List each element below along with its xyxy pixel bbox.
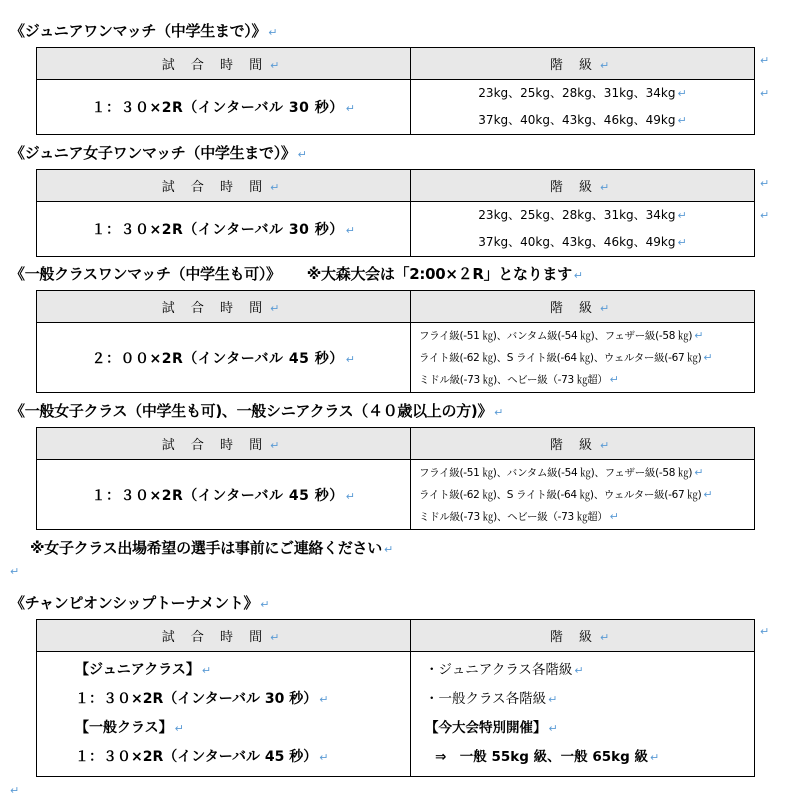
women-senior-table (36, 427, 755, 530)
header-time: 試 合 時 間 ↵ (37, 170, 411, 202)
section-title-junior: 《ジュニアワンマッチ（中学生まで）》 ↵ (10, 22, 278, 40)
weight-class-line: 23kg、25kg、28kg、31kg、34kg ↵ (478, 86, 687, 100)
paragraph-mark: ↵ (760, 87, 770, 100)
header-time: 試 合 時 間 ↵ (37, 620, 411, 652)
tournament-classes (411, 652, 755, 777)
match-time: １：３０×2R（インターバル 45 秒） ↵ (37, 460, 411, 530)
match-time: ２：００×2R（インターバル 45 秒） ↵ (37, 323, 411, 393)
junior-table (36, 47, 755, 135)
weight-class-line: ライト級(-62 ㎏)、S ライト級(-64 ㎏)、ウェルター級(-67 ㎏) ↵ (419, 350, 713, 364)
junior-classes-item: ・ジュニアクラス各階級 ↵ (425, 662, 584, 678)
match-time: １：３０×2R（インターバル 30 秒） ↵ (37, 202, 411, 257)
weight-class-line: ミドル級(-73 ㎏)、ヘビー級（-73 ㎏超） ↵ (419, 372, 619, 386)
weight-class-line: 23kg、25kg、28kg、31kg、34kg ↵ (478, 208, 687, 222)
omori-note: ※大森大会は「2:00×２R」となります (306, 265, 572, 283)
header-class: 階 級 ↵ (411, 170, 755, 202)
paragraph-mark: ↵ (760, 177, 770, 190)
special-event-classes: ⇒ 一般 55kg 級、一般 65kg 級 ↵ (435, 749, 660, 765)
header-class: 階 級 ↵ (411, 291, 755, 323)
header-class: 階 級 ↵ (411, 620, 755, 652)
special-event-label: 【今大会特別開催】 ↵ (425, 720, 558, 736)
header-time: 試 合 時 間 ↵ (37, 428, 411, 460)
match-time: １：３０×2R（インターバル 30 秒） ↵ (37, 80, 411, 135)
paragraph-mark: ↵ (760, 625, 770, 638)
weight-class-line: 37kg、40kg、43kg、46kg、49kg ↵ (478, 235, 687, 249)
paragraph-mark: ↵ (10, 784, 20, 797)
weight-classes (411, 460, 755, 530)
section-title-junior-women: 《ジュニア女子ワンマッチ（中学生まで）》 ↵ (10, 144, 307, 162)
header-class: 階 級 ↵ (411, 48, 755, 80)
weight-class-line: フライ級(-51 ㎏)、バンタム級(-54 ㎏)、フェザー級(-58 ㎏) ↵ (419, 328, 704, 342)
general-class-label: 【一般クラス】 ↵ (75, 720, 184, 736)
weight-classes (411, 202, 755, 257)
general-table (36, 290, 755, 393)
junior-women-table (36, 169, 755, 257)
tournament-times (37, 652, 411, 777)
weight-class-line: ライト級(-62 ㎏)、S ライト級(-64 ㎏)、ウェルター級(-67 ㎏) ↵ (419, 487, 713, 501)
header-time: 試 合 時 間 ↵ (37, 48, 411, 80)
header-time: 試 合 時 間 ↵ (37, 291, 411, 323)
weight-class-line: ミドル級(-73 ㎏)、ヘビー級（-73 ㎏超） ↵ (419, 509, 619, 523)
weight-classes (411, 80, 755, 135)
general-class-time: １：３０×2R（インターバル 45 秒） ↵ (75, 749, 329, 765)
junior-class-time: １：３０×2R（インターバル 30 秒） ↵ (75, 691, 329, 707)
women-entry-note: ※女子クラス出場希望の選手は事前にご連絡ください ↵ (30, 539, 393, 557)
section-title-women-senior: 《一般女子クラス（中学生も可)、一般シニアクラス（４０歳以上の方)》 ↵ (10, 402, 504, 420)
section-title-general: 《一般クラスワンマッチ（中学生も可）》 ※大森大会は「2:00×２R」となります ↵ (10, 265, 583, 283)
paragraph-mark: ↵ (268, 26, 278, 39)
paragraph-mark: ↵ (760, 209, 770, 222)
section-title-championship: 《チャンピオンシップトーナメント》 ↵ (10, 594, 270, 612)
junior-class-label: 【ジュニアクラス】 ↵ (75, 662, 212, 678)
weight-classes (411, 323, 755, 393)
general-classes-item: ・一般クラス各階級 ↵ (425, 691, 558, 707)
header-class: 階 級 ↵ (411, 428, 755, 460)
weight-class-line: フライ級(-51 ㎏)、バンタム級(-54 ㎏)、フェザー級(-58 ㎏) ↵ (419, 465, 704, 479)
weight-class-line: 37kg、40kg、43kg、46kg、49kg ↵ (478, 113, 687, 127)
paragraph-mark: ↵ (10, 565, 20, 578)
paragraph-mark: ↵ (760, 54, 770, 67)
championship-table (36, 619, 755, 777)
